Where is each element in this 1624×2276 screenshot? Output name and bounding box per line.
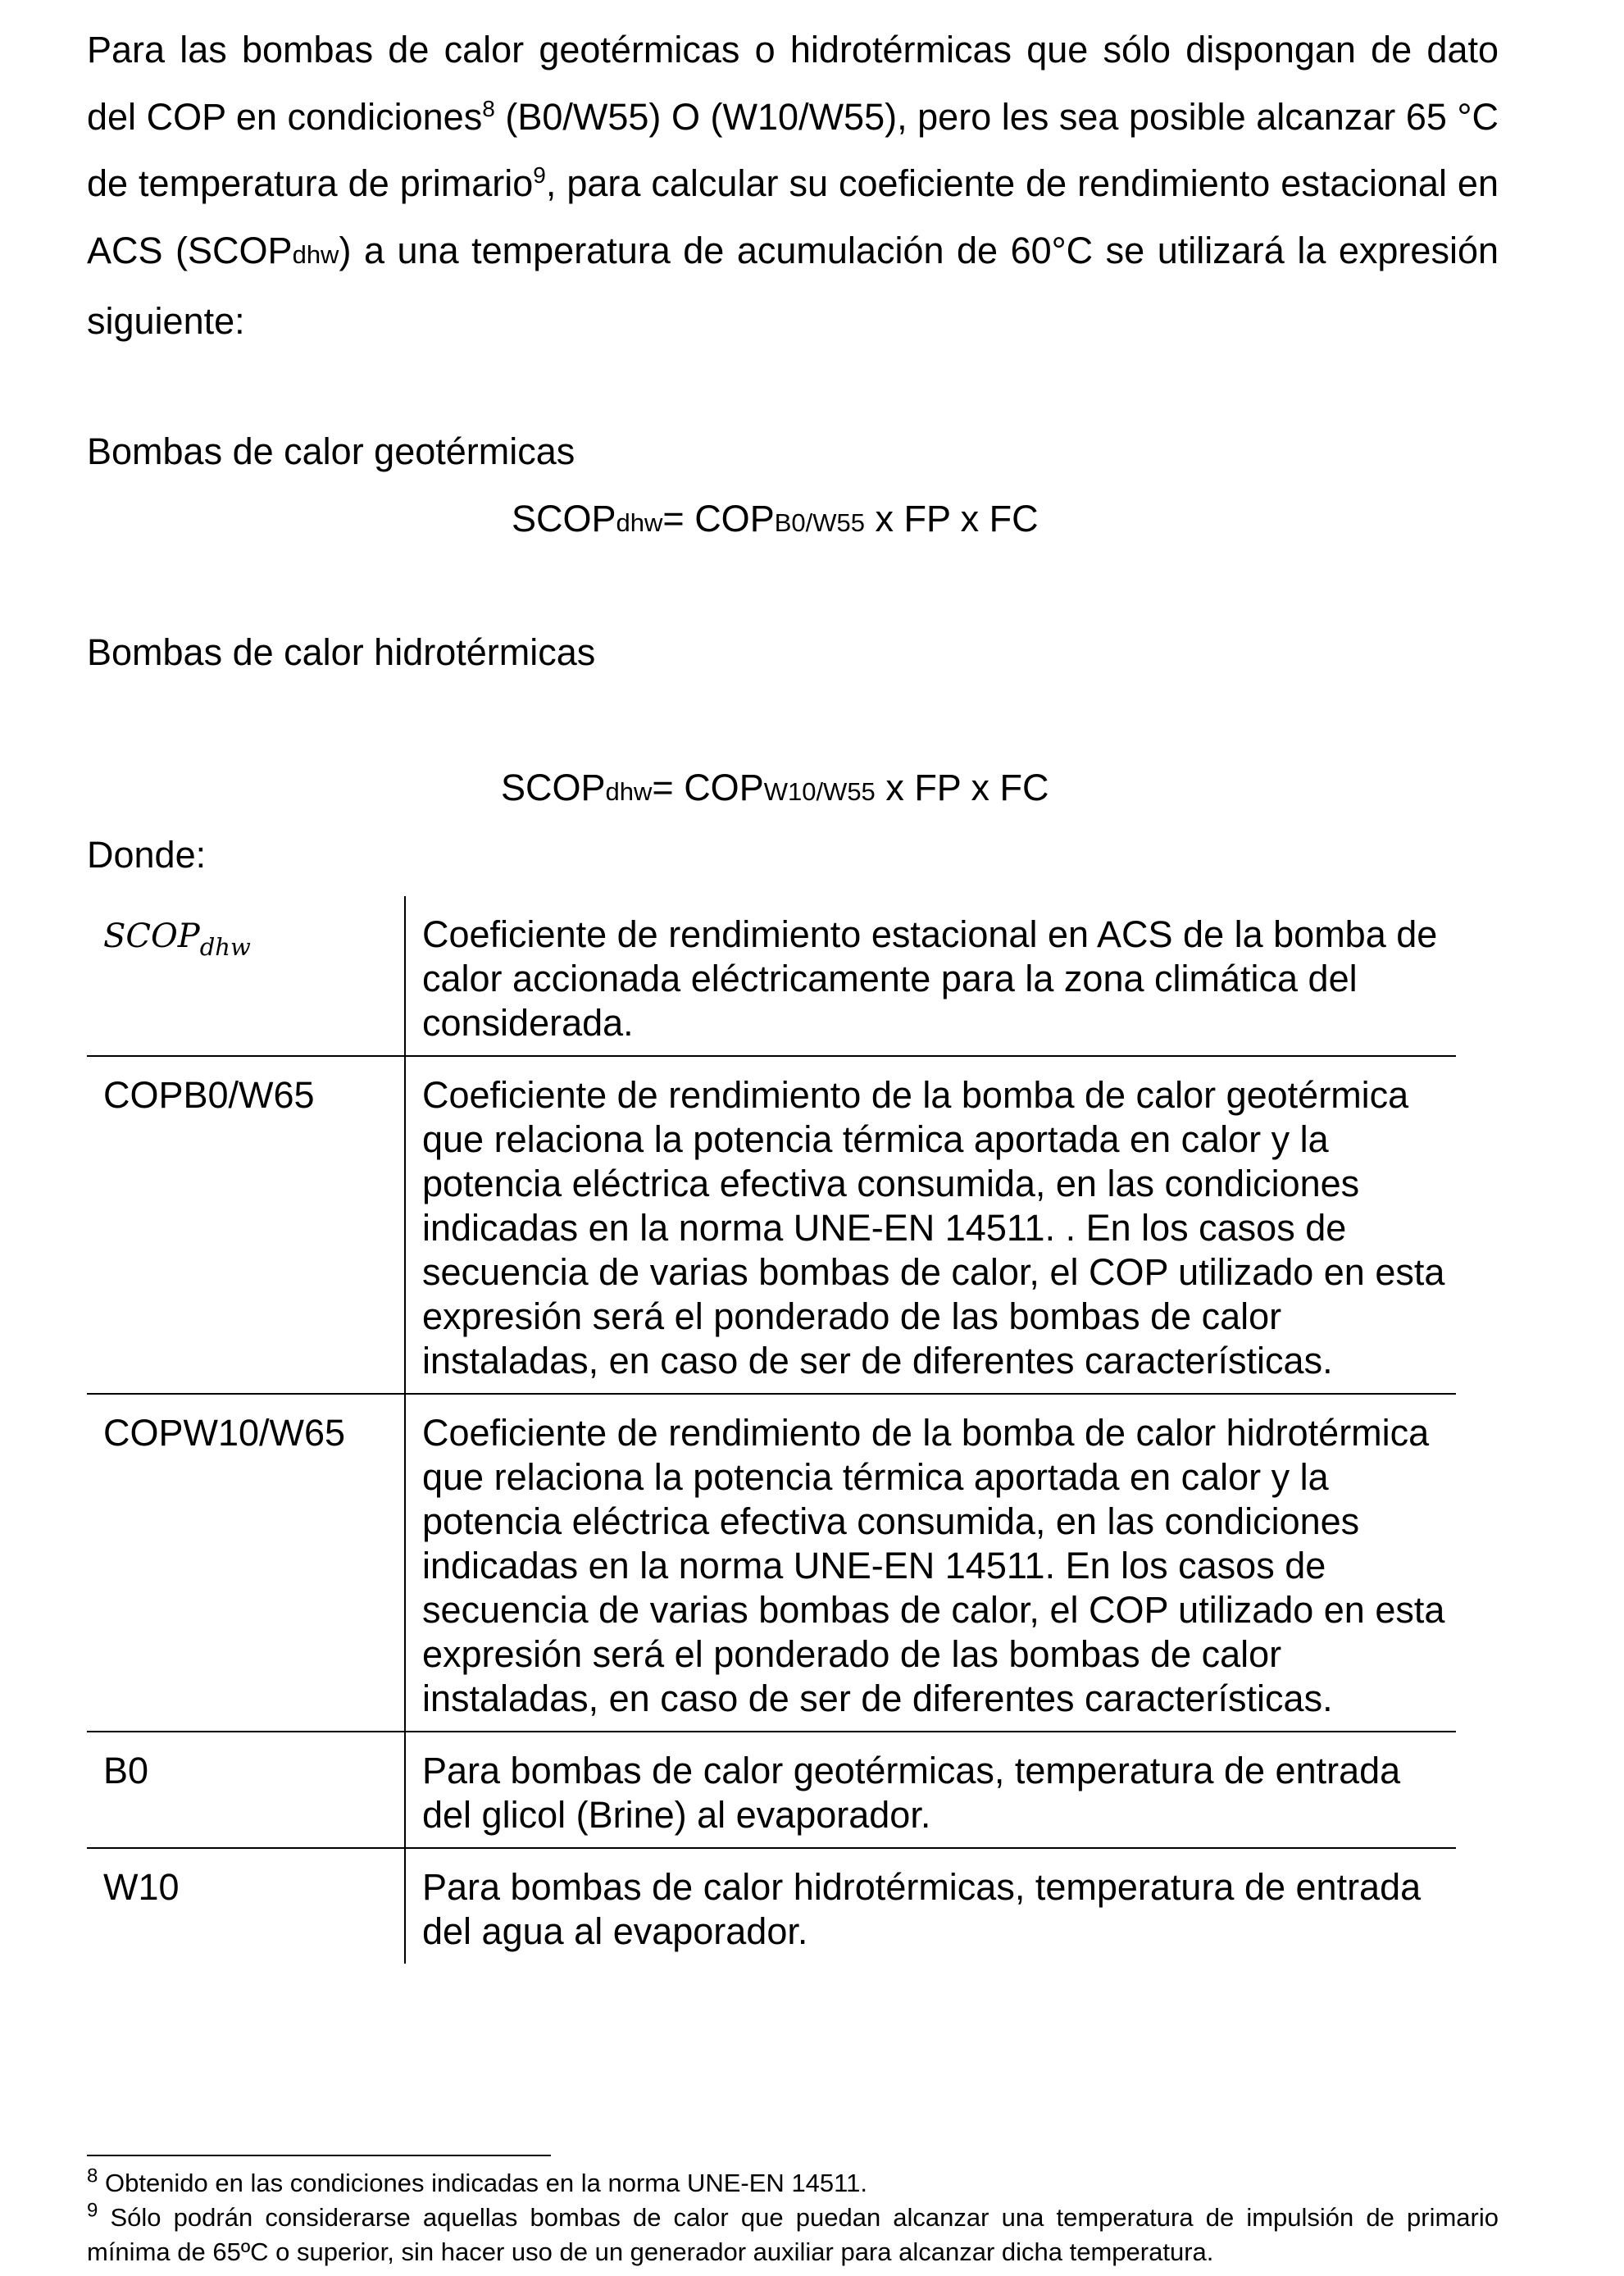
definition-term <box>87 896 405 1056</box>
definitions-table <box>87 896 1456 1964</box>
intro-text-1: Para las bombas de calor geotérmicas o hidrotérmicas que sólo dispongan de dato del COP en condiciones <box>87 29 1499 138</box>
definition-term: COPB0/W65 <box>87 1056 405 1394</box>
hydro-formula <box>501 767 1049 809</box>
scop-symbol-sub: dhw <box>199 933 251 961</box>
geo-heading: Bombas de calor geotérmicas <box>87 430 575 472</box>
hydro-formula-cop: = COP <box>652 767 764 808</box>
intro-subscript-dhw: dhw <box>292 239 339 269</box>
definition-term: COPW10/W65 <box>87 1394 405 1732</box>
intro-paragraph <box>87 16 1499 355</box>
definition-row <box>87 1056 1456 1394</box>
intro-text-4: ) a una temperatura de acumulación de 60°C se utilizará la expresión siguiente: <box>87 229 1499 342</box>
hydro-formula-rest: x FP x FC <box>875 767 1049 808</box>
scop-symbol-main: SCOP <box>103 917 200 955</box>
definition-description: Para bombas de calor geotérmicas, temperatura de entrada del glicol (Brine) al evaporador. <box>405 1732 1456 1848</box>
definition-term: B0 <box>87 1732 405 1848</box>
hydro-formula-lhs: SCOP <box>501 767 606 808</box>
definition-description: Coeficiente de rendimiento de la bomba de calor geotérmica que relaciona la potencia térmica aportada en calor y la potencia eléctrica efectiva consumida, en las condiciones indicadas en la norma UNE-EN 14511. . En los casos de secuencia de varias bombas de calor, el COP utilizado en esta expresión será el ponderado de las bombas de calor instaladas, en caso de ser de diferentes características. <box>405 1056 1456 1394</box>
geo-formula-lhs: SCOP <box>512 498 616 539</box>
intro-text-2: (B0/W55) O (W10/W55), pero les sea posible alcanzar 65 °C de temperatura de primario <box>87 95 1499 204</box>
footnote-9 <box>87 2201 1499 2269</box>
donde-label: Donde: <box>87 834 207 876</box>
definition-description: Coeficiente de rendimiento estacional en ACS de la bomba de calor accionada eléctricamente para la zona climática del considerada. <box>422 913 1438 1044</box>
hydro-formula-lhs-sub: dhw <box>605 777 653 806</box>
definition-row <box>87 1732 1456 1848</box>
geo-formula-rest: x FP x FC <box>864 498 1039 539</box>
footnote-ref-9: 9 <box>533 162 546 188</box>
footnote-text: Obtenido en las condiciones indicadas en la norma UNE-EN 14511. <box>98 2169 867 2197</box>
footnote-text: Sólo podrán considerarse aquellas bombas de calor que puedan alcanzar una temperatura de impulsión de primario mínima de 65ºC o superior, sin hacer uso de un generador auxiliar para alcanzar dicha temperatura. <box>87 2203 1499 2266</box>
geo-formula-cop: = COP <box>662 498 775 539</box>
intro-text-3: , para calcular su coeficiente de rendimiento estacional en ACS (SCOP <box>87 162 1499 271</box>
footnote-number: 9 <box>87 2199 98 2222</box>
geo-formula-lhs-sub: dhw <box>616 508 663 537</box>
footnote-number: 8 <box>87 2164 98 2187</box>
definition-row <box>87 896 1456 1056</box>
hydro-heading: Bombas de calor hidrotérmicas <box>87 631 596 673</box>
definition-description: Para bombas de calor hidrotérmicas, temperatura de entrada del agua al evaporador. <box>405 1848 1456 1964</box>
definition-row <box>87 1394 1456 1732</box>
definition-term: W10 <box>87 1848 405 1964</box>
scop-dhw-symbol <box>103 917 251 961</box>
geo-formula-cop-sub: B0/W55 <box>774 508 865 537</box>
geo-formula <box>512 498 1039 540</box>
footnote-ref-8: 8 <box>482 95 495 121</box>
footnote-separator <box>87 2155 551 2156</box>
definition-row <box>87 1848 1456 1964</box>
definition-description: Coeficiente de rendimiento de la bomba de calor hidrotérmica que relaciona la potencia térmica aportada en calor y la potencia eléctrica efectiva consumida, en las condiciones indicadas en la norma UNE-EN 14511. En los casos de secuencia de varias bombas de calor, el COP utilizado en esta expresión será el ponderado de las bombas de calor instaladas, en caso de ser de diferentes características. <box>405 1394 1456 1732</box>
hydro-formula-cop-sub: W10/W55 <box>763 777 876 806</box>
footnote-8 <box>87 2166 1499 2201</box>
